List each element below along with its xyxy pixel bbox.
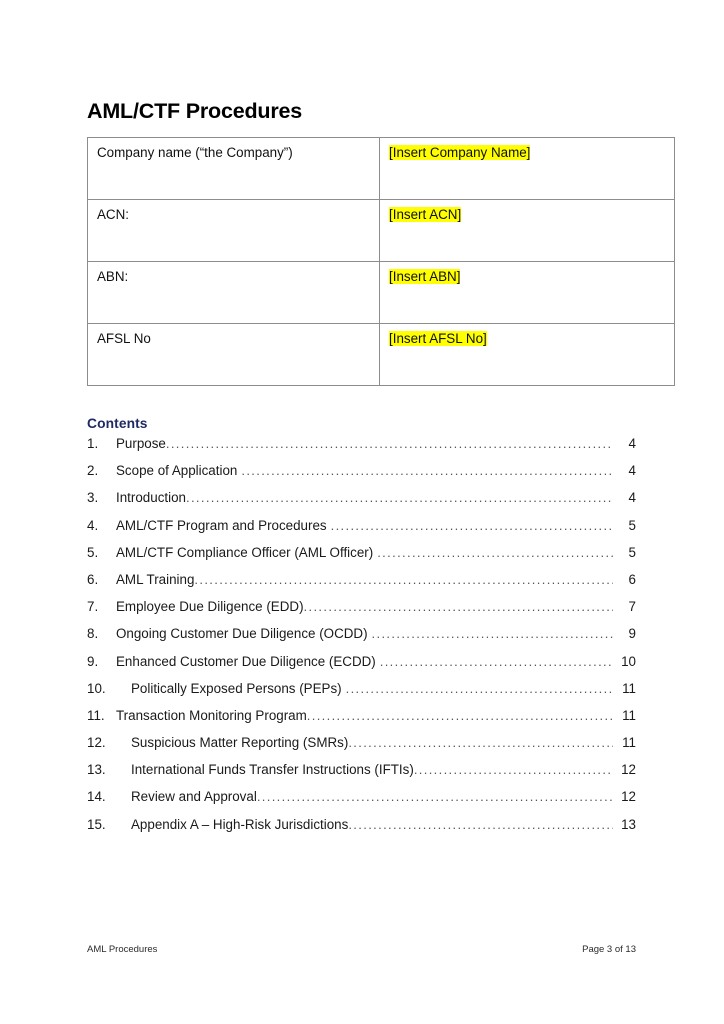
toc-entry[interactable] xyxy=(87,518,636,545)
toc-entry-label: Introduction xyxy=(116,490,186,506)
toc-entry-label: Purpose xyxy=(116,436,166,451)
toc-entry-page: 6 xyxy=(628,571,636,587)
highlighted-placeholder[interactable]: [Insert ACN] xyxy=(389,207,462,222)
toc-entry-number: 3. xyxy=(87,490,99,506)
toc-dot-leader xyxy=(304,599,613,614)
table-cell-label xyxy=(88,200,380,262)
toc-entry[interactable] xyxy=(87,545,636,572)
highlighted-placeholder[interactable]: [Insert AFSL No] xyxy=(389,331,487,346)
table-of-contents xyxy=(87,436,636,844)
toc-entry[interactable] xyxy=(87,654,636,681)
page-footer xyxy=(87,944,636,955)
table-row xyxy=(88,262,675,324)
toc-entry-label: Politically Exposed Persons (PEPs) xyxy=(131,680,342,696)
toc-entry[interactable] xyxy=(87,572,636,599)
toc-entry-label: Enhanced Customer Due Diligence (ECDD) xyxy=(116,653,376,669)
table-cell-label xyxy=(88,324,380,386)
toc-dot-leader xyxy=(348,735,613,750)
toc-entry-label: AML/CTF Program and Procedures xyxy=(116,517,327,533)
footer-document-name: AML Procedures xyxy=(87,944,158,955)
toc-entry-page: 13 xyxy=(621,816,636,832)
toc-entry-page: 11 xyxy=(622,707,636,723)
toc-entry-page: 4 xyxy=(628,436,636,451)
table-cell-label xyxy=(88,262,380,324)
toc-entry-number: 13. xyxy=(87,762,106,778)
toc-entry-number: 10. xyxy=(87,680,106,696)
toc-dot-leader xyxy=(373,545,613,560)
table-cell-value xyxy=(380,200,675,262)
toc-entry-page: 5 xyxy=(628,517,636,533)
toc-entry-number: 2. xyxy=(87,463,99,479)
page-title: AML/CTF Procedures xyxy=(87,99,303,124)
toc-entry-page: 11 xyxy=(622,680,636,696)
toc-entry-number: 8. xyxy=(87,626,99,642)
toc-dot-leader xyxy=(257,789,613,804)
toc-dot-leader xyxy=(376,654,613,669)
row-label: ABN: xyxy=(97,269,129,284)
toc-entry-page: 4 xyxy=(628,490,636,506)
row-label: Company name (“the Company”) xyxy=(97,145,293,160)
highlighted-placeholder[interactable]: [Insert Company Name] xyxy=(389,145,531,160)
table-cell-label xyxy=(88,138,380,200)
toc-entry[interactable] xyxy=(87,463,636,490)
toc-entry-number: 4. xyxy=(87,517,99,533)
toc-dot-leader xyxy=(327,518,613,533)
toc-dot-leader xyxy=(342,681,613,696)
toc-entry[interactable] xyxy=(87,599,636,626)
company-details-table-body xyxy=(88,138,675,386)
toc-entry-page: 12 xyxy=(621,789,636,805)
toc-entry-number: 11. xyxy=(87,707,105,723)
toc-entry-label: International Funds Transfer Instructions (IFTIs) xyxy=(131,762,414,778)
toc-entry-page: 10 xyxy=(621,653,636,669)
toc-dot-leader xyxy=(348,817,613,832)
toc-entry-number: 6. xyxy=(87,571,99,587)
company-details-table xyxy=(87,137,675,386)
toc-entry[interactable] xyxy=(87,789,636,816)
toc-entry-number: 12. xyxy=(87,735,106,751)
toc-entry-page: 11 xyxy=(622,735,636,751)
toc-entry[interactable] xyxy=(87,817,636,844)
toc-dot-leader xyxy=(186,490,613,505)
table-row xyxy=(88,200,675,262)
toc-entry-number: 5. xyxy=(87,544,99,560)
toc-entry[interactable] xyxy=(87,626,636,653)
table-row xyxy=(88,324,675,386)
toc-entry-number: 1. xyxy=(87,436,99,451)
contents-heading: Contents xyxy=(87,416,148,431)
toc-entry-label: AML Training xyxy=(116,571,195,587)
toc-entry-number: 15. xyxy=(87,816,106,832)
toc-entry-page: 9 xyxy=(628,626,636,642)
toc-entry-label: Employee Due Diligence (EDD) xyxy=(116,599,304,615)
toc-entry-label: AML/CTF Compliance Officer (AML Officer) xyxy=(116,544,374,560)
toc-dot-leader xyxy=(368,626,613,641)
toc-entry-label: Suspicious Matter Reporting (SMRs) xyxy=(131,735,349,751)
toc-entry-number: 7. xyxy=(87,599,99,615)
toc-dot-leader xyxy=(166,436,613,451)
toc-dot-leader xyxy=(307,708,613,723)
toc-entry-page: 7 xyxy=(628,599,636,615)
toc-entry-label: Ongoing Customer Due Diligence (OCDD) xyxy=(116,626,368,642)
toc-entry-page: 4 xyxy=(628,463,636,479)
toc-entry[interactable] xyxy=(87,490,636,517)
toc-entry-label: Review and Approval xyxy=(131,789,257,805)
toc-entry-label: Appendix A – High-Risk Jurisdictions xyxy=(131,816,349,832)
toc-entry-number: 14. xyxy=(87,789,106,805)
row-label: ACN: xyxy=(97,207,129,222)
table-cell-value xyxy=(380,138,675,200)
toc-dot-leader xyxy=(414,762,613,777)
toc-entry-label: Scope of Application xyxy=(116,463,238,479)
toc-entry-page: 5 xyxy=(628,544,636,560)
table-cell-value xyxy=(380,324,675,386)
row-label: AFSL No xyxy=(97,331,151,346)
footer-page-number: Page 3 of 13 xyxy=(582,944,636,955)
toc-entry[interactable] xyxy=(87,681,636,708)
toc-entry[interactable] xyxy=(87,735,636,762)
toc-entry[interactable] xyxy=(87,436,636,463)
toc-dot-leader xyxy=(194,572,613,587)
table-cell-value xyxy=(380,262,675,324)
toc-dot-leader xyxy=(237,463,613,478)
toc-entry[interactable] xyxy=(87,708,636,735)
toc-entry-page: 12 xyxy=(621,762,636,778)
toc-entry[interactable] xyxy=(87,762,636,789)
table-row xyxy=(88,138,675,200)
toc-entry-number: 9. xyxy=(87,653,99,669)
toc-entry-label: Transaction Monitoring Program xyxy=(116,707,307,723)
highlighted-placeholder[interactable]: [Insert ABN] xyxy=(389,269,461,284)
